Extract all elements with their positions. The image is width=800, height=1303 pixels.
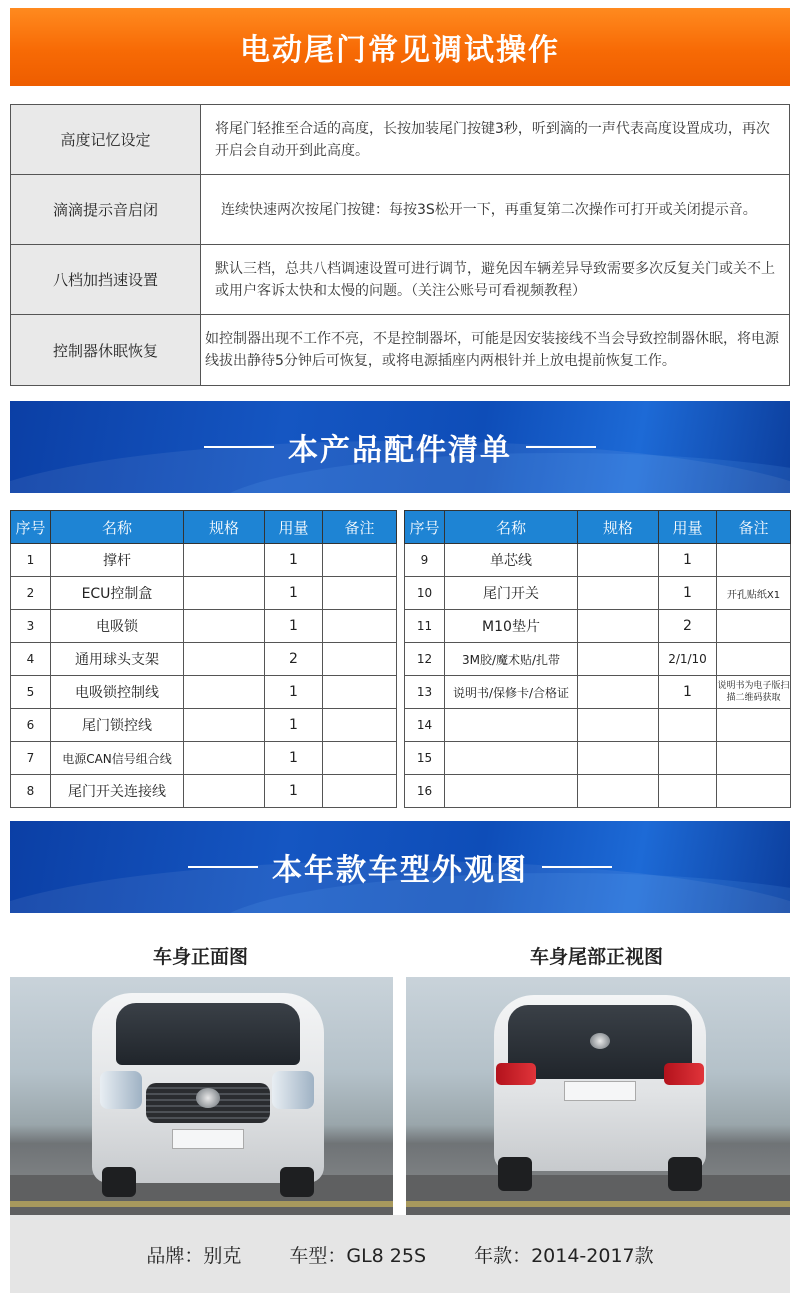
row-qty: 1 [265, 544, 323, 577]
table-row [11, 676, 397, 709]
banner-divider [542, 866, 612, 868]
car-wheel [498, 1157, 532, 1191]
table-row [11, 643, 397, 676]
row-qty: 1 [659, 676, 717, 709]
row-note [717, 709, 791, 742]
row-no: 9 [405, 544, 445, 577]
table-row [405, 610, 791, 643]
row-note [323, 643, 397, 676]
car-headlight [272, 1071, 314, 1109]
exterior-banner [10, 821, 790, 913]
row-name [445, 775, 578, 808]
row-spec [578, 610, 659, 643]
column-header-qty: 用量 [265, 511, 323, 544]
table-row [405, 643, 791, 676]
row-name: 尾门开关连接线 [51, 775, 184, 808]
car-wheel [280, 1167, 314, 1197]
model-text: 车型：GL8 25S [289, 1244, 427, 1267]
car-wheel [102, 1167, 136, 1197]
parts-banner-title: 本产品配件清单 [288, 433, 512, 468]
row-spec [184, 610, 265, 643]
column-header-name: 名称 [51, 511, 184, 544]
row-spec [184, 643, 265, 676]
row-spec [578, 775, 659, 808]
row-no: 8 [11, 775, 51, 808]
table-row [405, 544, 791, 577]
row-name [445, 742, 578, 775]
row-note [323, 742, 397, 775]
row-name: 通用球头支架 [51, 643, 184, 676]
table-row [11, 742, 397, 775]
row-spec [184, 742, 265, 775]
column-header-name: 名称 [445, 511, 578, 544]
faq-row [11, 245, 789, 315]
row-spec [184, 577, 265, 610]
brand-logo-icon [590, 1033, 610, 1049]
row-note [323, 676, 397, 709]
car-headlight [100, 1071, 142, 1109]
header-banner [10, 8, 790, 86]
row-qty: 1 [659, 544, 717, 577]
row-no: 11 [405, 610, 445, 643]
table-row [11, 577, 397, 610]
banner-divider [204, 446, 274, 448]
row-no: 14 [405, 709, 445, 742]
table-header-row [11, 511, 397, 544]
table-row [405, 709, 791, 742]
table-row [11, 709, 397, 742]
row-spec [184, 544, 265, 577]
faq-description: 将尾门轻推至合适的高度，长按加装尾门按键3秒，听到滴的一声代表高度设置成功，再次开启会自动开到此高度。 [215, 120, 770, 159]
row-spec [184, 709, 265, 742]
row-note [717, 544, 791, 577]
row-name: 单芯线 [445, 544, 578, 577]
table-row [11, 544, 397, 577]
row-qty [659, 775, 717, 808]
row-no: 1 [11, 544, 51, 577]
road-surface [406, 1175, 790, 1215]
row-note: 开孔贴纸X1 [717, 577, 791, 610]
row-qty [659, 709, 717, 742]
license-plate [172, 1129, 244, 1149]
row-note [717, 610, 791, 643]
row-note [323, 610, 397, 643]
table-row [405, 577, 791, 610]
row-qty: 1 [265, 709, 323, 742]
row-name: 电源CAN信号组合线 [51, 742, 184, 775]
faq-description: 连续快速两次按尾门按键：每按3S松开一下，再重复第二次操作可打开或关闭提示音。 [221, 201, 757, 218]
column-header-spec: 规格 [184, 511, 265, 544]
brand-logo-icon [196, 1088, 220, 1108]
row-qty: 2/1/10 [659, 643, 717, 676]
row-spec [578, 709, 659, 742]
row-note [323, 709, 397, 742]
row-no: 15 [405, 742, 445, 775]
row-spec [578, 577, 659, 610]
car-windshield [116, 1003, 300, 1065]
row-name: M10垫片 [445, 610, 578, 643]
row-name: 尾门锁控线 [51, 709, 184, 742]
car-front-photo [10, 977, 393, 1215]
row-note [323, 775, 397, 808]
table-row [405, 775, 791, 808]
row-name: 电吸锁 [51, 610, 184, 643]
front-photo-title: 车身正面图 [152, 946, 248, 968]
row-spec [578, 676, 659, 709]
license-plate [564, 1081, 636, 1101]
faq-label: 滴滴提示音启闭 [11, 175, 201, 244]
row-qty: 1 [265, 610, 323, 643]
car-taillight [664, 1063, 704, 1085]
row-no: 13 [405, 676, 445, 709]
row-spec [184, 775, 265, 808]
car-wheel [668, 1157, 702, 1191]
faq-description: 如控制器出现不工作不亮，不是控制器坏，可能是因安装接线不当会导致控制器休眠，将电源线拔出静待5分钟后可恢复，或将电源插座内两根针并上放电提前恢复工作。 [205, 331, 779, 369]
table-row [11, 610, 397, 643]
page-title: 电动尾门常见调试操作 [240, 33, 560, 68]
row-name: 电吸锁控制线 [51, 676, 184, 709]
car-taillight [496, 1063, 536, 1085]
row-qty: 1 [265, 676, 323, 709]
row-no: 10 [405, 577, 445, 610]
column-header-qty: 用量 [659, 511, 717, 544]
row-name: ECU控制盒 [51, 577, 184, 610]
row-name: 撑杆 [51, 544, 184, 577]
row-qty: 1 [265, 775, 323, 808]
row-no: 12 [405, 643, 445, 676]
row-qty: 2 [265, 643, 323, 676]
vehicle-info-footer [10, 1215, 790, 1293]
row-note [323, 577, 397, 610]
row-spec [578, 742, 659, 775]
row-name [445, 709, 578, 742]
faq-row [11, 105, 789, 175]
row-name: 尾门开关 [445, 577, 578, 610]
row-no: 6 [11, 709, 51, 742]
column-header-no: 序号 [405, 511, 445, 544]
column-header-note: 备注 [323, 511, 397, 544]
table-header-row [405, 511, 791, 544]
row-note [323, 544, 397, 577]
row-no: 3 [11, 610, 51, 643]
column-header-note: 备注 [717, 511, 791, 544]
parts-banner [10, 401, 790, 493]
exterior-banner-title: 本年款车型外观图 [272, 853, 528, 888]
faq-label: 高度记忆设定 [11, 105, 201, 174]
row-note: 说明书为电子版扫描二维码获取 [717, 676, 791, 709]
row-no: 4 [11, 643, 51, 676]
row-no: 2 [11, 577, 51, 610]
column-header-no: 序号 [11, 511, 51, 544]
row-no: 16 [405, 775, 445, 808]
row-spec [578, 544, 659, 577]
faq-description: 默认三档，总共八档调速设置可进行调节，避免因车辆差异导致需要多次反复关门或关不上或用户客诉太快和太慢的问题。（关注公账号可看视频教程） [215, 260, 775, 299]
faq-table [10, 104, 790, 386]
car-rear-photo [406, 977, 790, 1215]
rear-photo-title: 车身尾部正视图 [529, 946, 663, 968]
row-qty: 1 [659, 577, 717, 610]
row-qty: 1 [265, 742, 323, 775]
row-no: 7 [11, 742, 51, 775]
column-header-spec: 规格 [578, 511, 659, 544]
table-row [11, 775, 397, 808]
faq-label: 控制器休眠恢复 [11, 315, 201, 385]
row-note [717, 643, 791, 676]
table-row [405, 742, 791, 775]
banner-divider [188, 866, 258, 868]
row-qty: 2 [659, 610, 717, 643]
row-qty: 1 [265, 577, 323, 610]
row-note [717, 742, 791, 775]
row-name: 说明书/保修卡/合格证 [445, 676, 578, 709]
row-spec [578, 643, 659, 676]
faq-row [11, 315, 789, 385]
parts-table-right [404, 510, 791, 808]
parts-table-left [10, 510, 397, 808]
table-row [405, 676, 791, 709]
row-note [717, 775, 791, 808]
year-text: 年款：2014-2017款 [474, 1244, 654, 1267]
banner-divider [526, 446, 596, 448]
brand-text: 品牌：别克 [146, 1244, 242, 1267]
row-name: 3M胶/魔术贴/扎带 [445, 643, 578, 676]
row-qty [659, 742, 717, 775]
faq-label: 八档加挡速设置 [11, 245, 201, 314]
row-spec [184, 676, 265, 709]
faq-row [11, 175, 789, 245]
row-no: 5 [11, 676, 51, 709]
